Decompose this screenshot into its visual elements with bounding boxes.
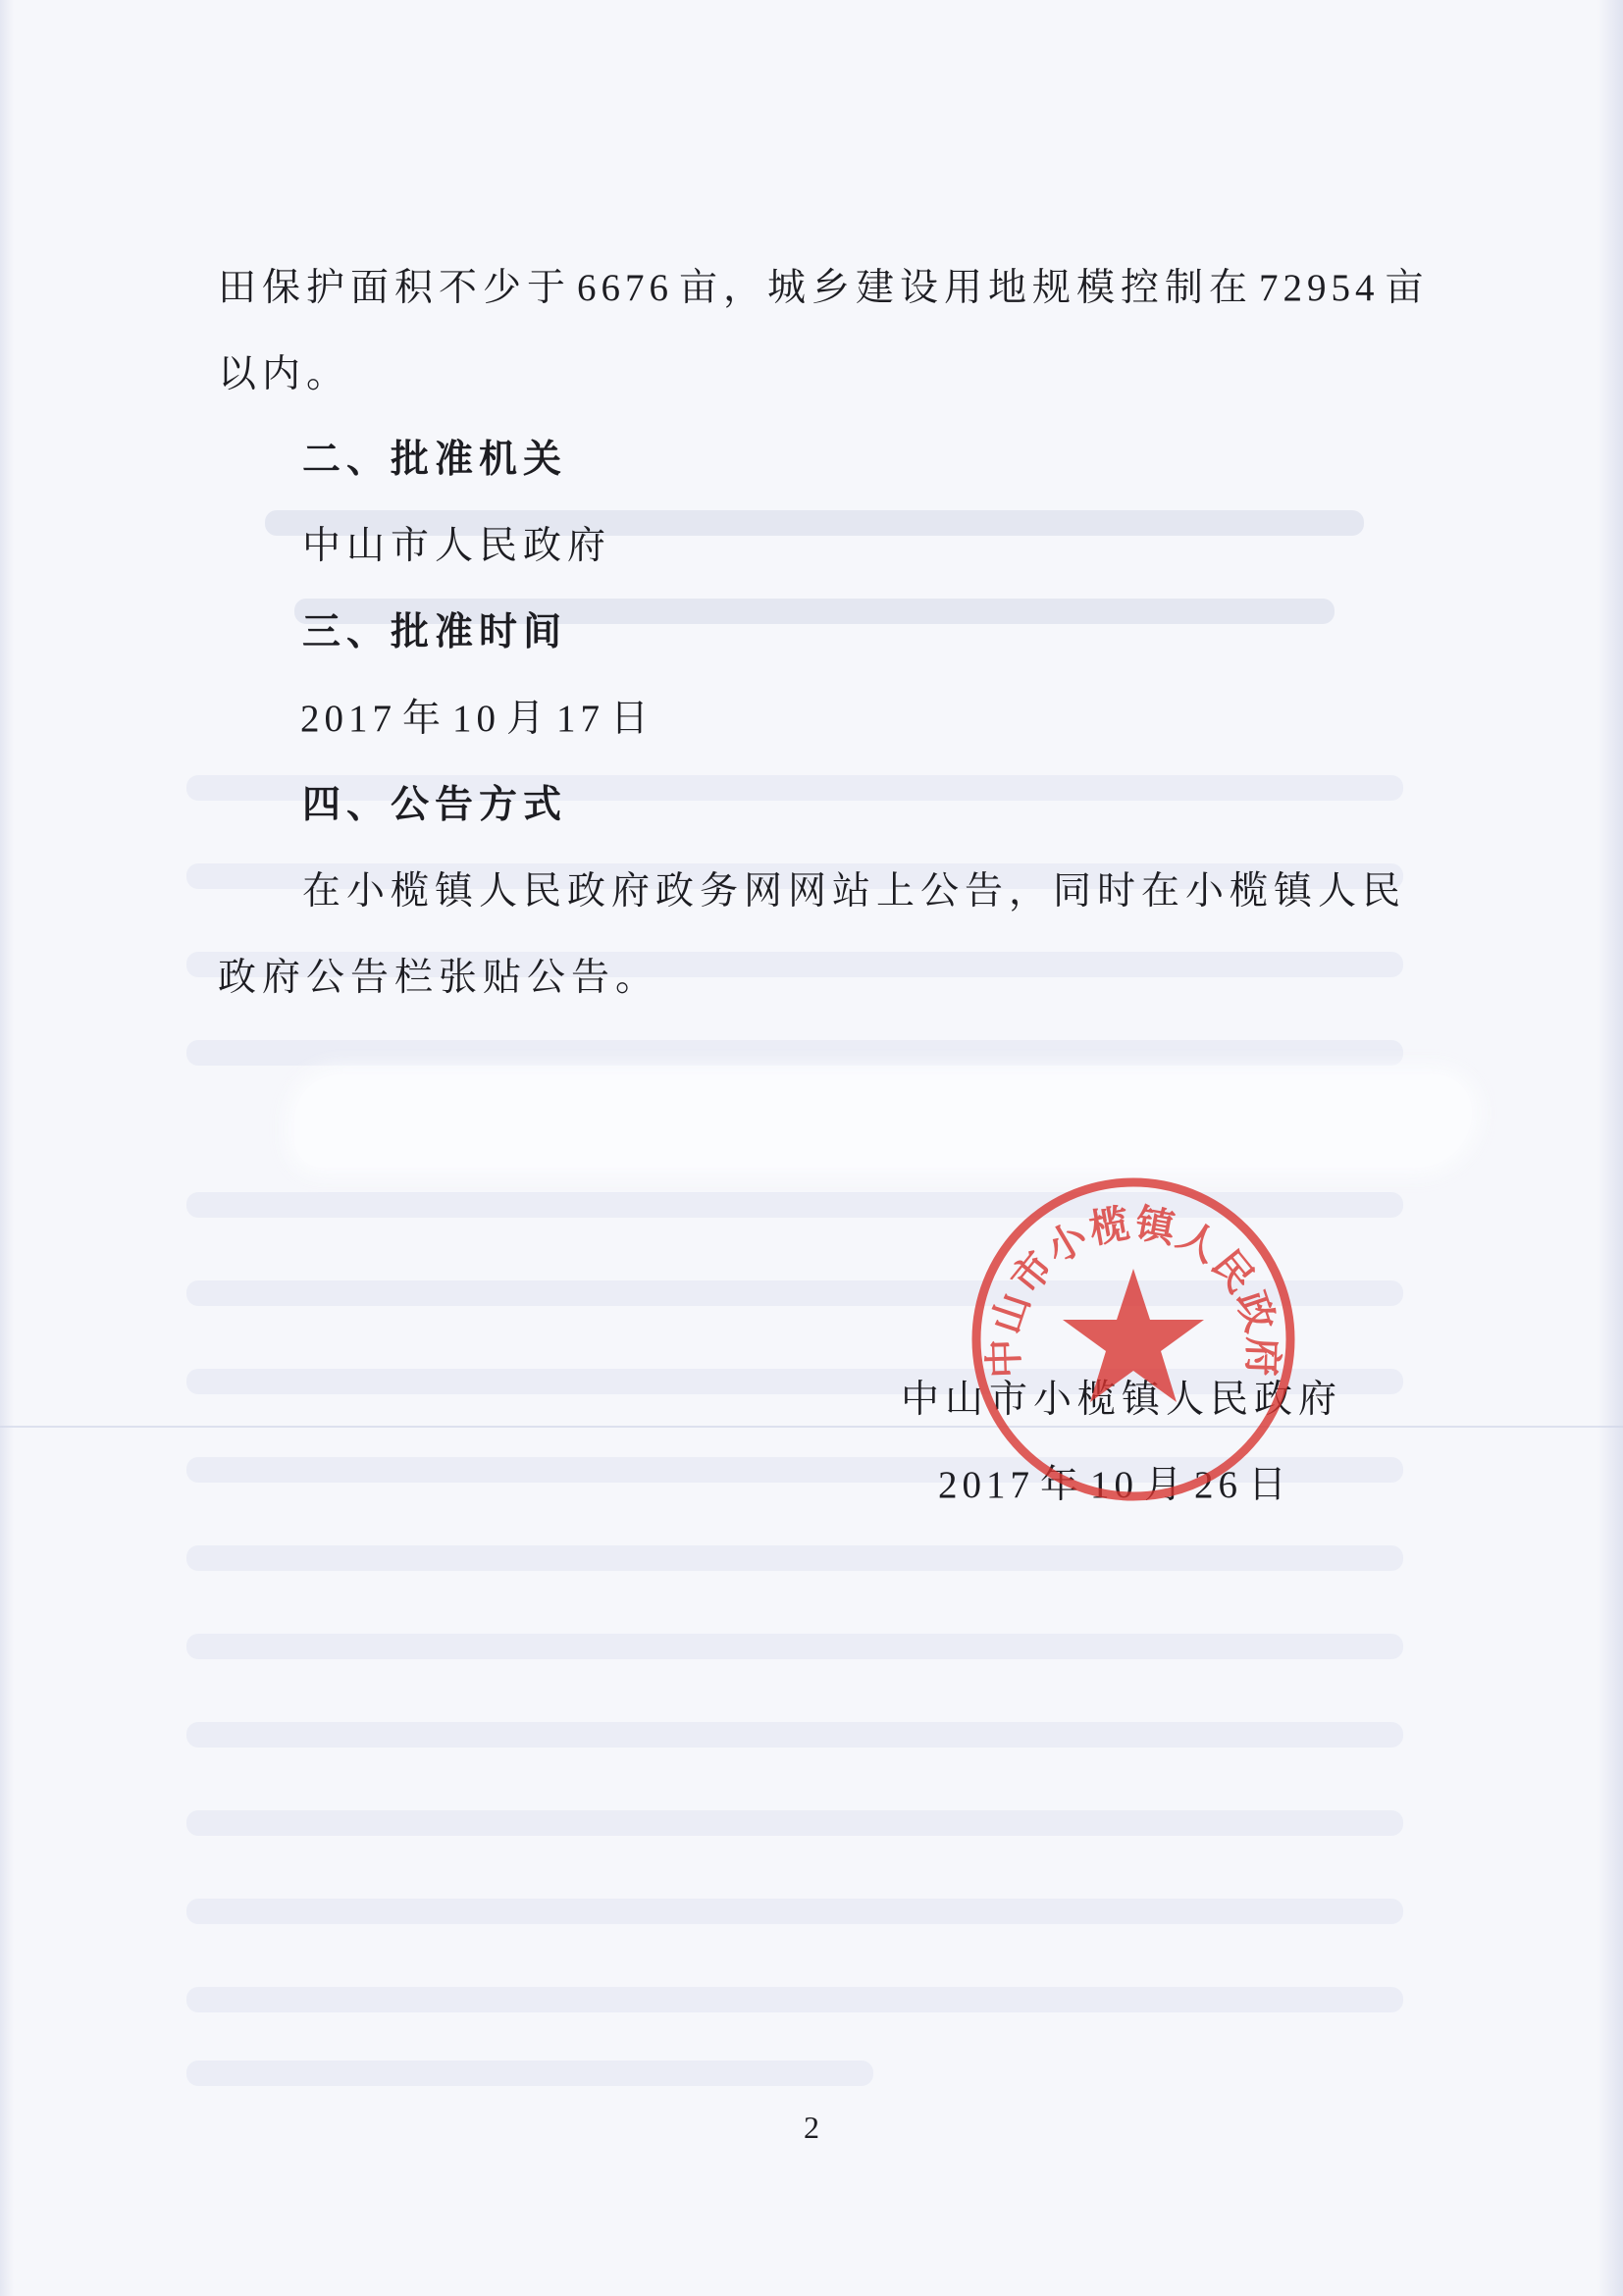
text-fragment: 亩，城乡建设用地规模控制在 [679,266,1254,310]
scan-edge [1597,0,1623,2296]
date-unit: 月 [1144,1463,1189,1507]
signature-org: 中山市小榄镇人民政府 [901,1378,1343,1422]
number: 6676 [577,267,674,309]
correction-whiteout [294,1074,1472,1168]
bleed-through [186,1899,1403,1924]
bleed-through [186,1722,1403,1748]
text-fragment: 以内。 [218,352,351,396]
date-month: 10 [1090,1464,1139,1506]
bleed-through [186,1987,1403,2012]
section-content: 中山市人民政府 [302,524,612,568]
bleed-through [186,2061,873,2086]
date-day: 26 [1194,1464,1243,1506]
section-content: 政府公告栏张贴公告。 [218,956,660,1000]
star-icon [1063,1269,1204,1402]
section-heading: 三、批准时间 [302,610,568,654]
approval-date [294,688,654,743]
date-unit: 月 [506,697,551,741]
scan-edge [0,0,14,2296]
bleed-through [186,1545,1403,1571]
date-day: 17 [556,698,605,740]
paragraph-line [218,343,350,398]
section-heading: 二、批准机关 [302,438,568,482]
official-seal [967,1173,1300,1506]
seal-text: 中山市小榄镇人民政府 [981,1200,1285,1380]
bleed-through [186,1040,1403,1066]
text-fragment: 亩 [1385,266,1430,310]
paragraph-line [218,257,1430,312]
date-unit: 日 [1248,1463,1293,1507]
bleed-through [186,1810,1403,1836]
date-year: 2017 [938,1464,1034,1506]
bleed-through [186,1634,1403,1659]
date-unit: 日 [610,697,655,741]
page-number: 2 [804,2110,819,2145]
number: 72954 [1259,267,1380,309]
date-unit: 年 [402,697,447,741]
date-month: 10 [452,698,501,740]
date-year: 2017 [300,698,396,740]
date-unit: 年 [1040,1463,1085,1507]
fold-line [0,1426,1623,1428]
text-fragment: 田保护面积不少于 [218,266,572,310]
section-content: 在小榄镇人民政府政务网网站上公告，同时在小榄镇人民 [302,869,1407,913]
section-heading: 四、公告方式 [302,783,568,827]
